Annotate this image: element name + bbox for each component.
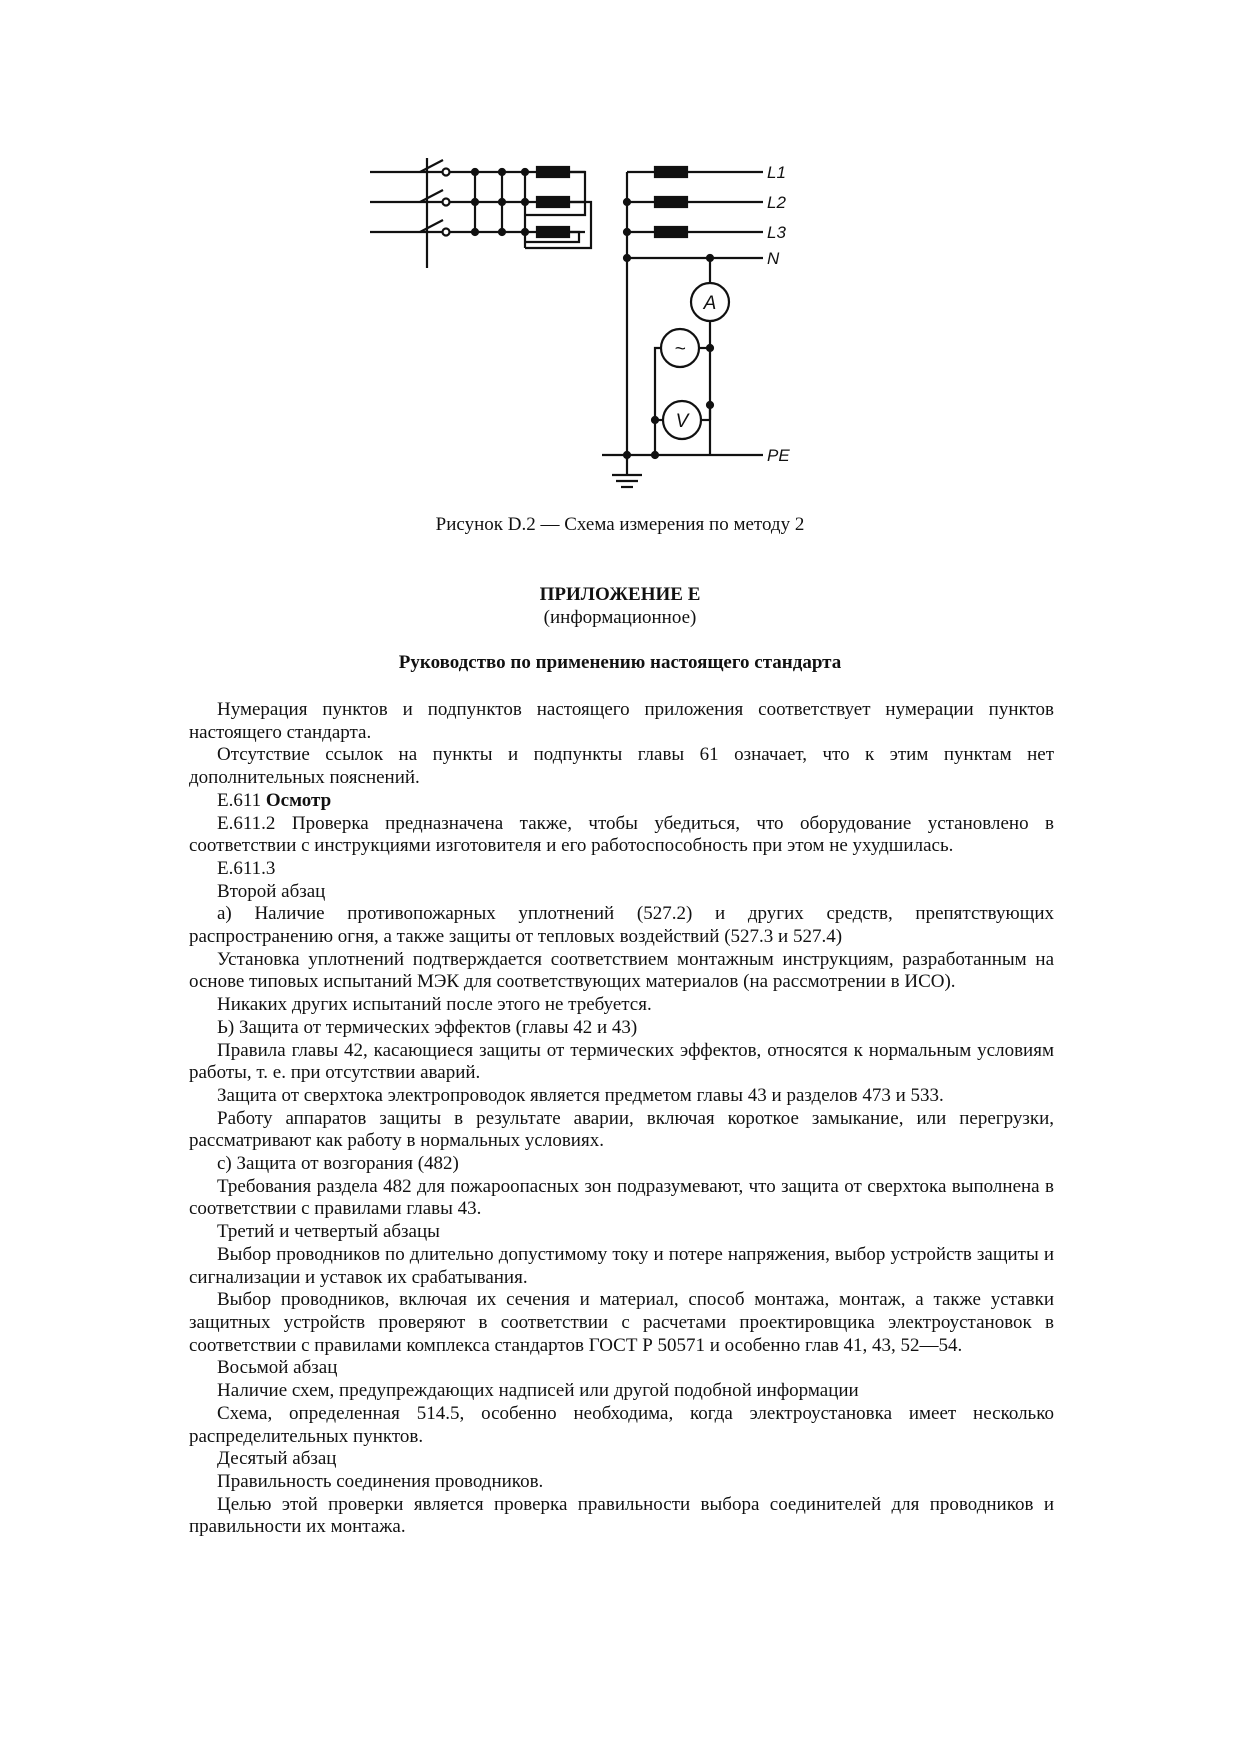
paragraph	[189, 1040, 1054, 1085]
line-resistor-2	[655, 197, 687, 207]
load-resistor-1	[537, 167, 569, 177]
paragraph	[189, 903, 1054, 948]
paragraph-text: а) Наличие противопожарных уплотнений (527.2) и других средств, препятствующих распространению огня, а также защиты от тепловых воздействий (527.3 и 527.4)	[189, 903, 1054, 948]
paragraph	[189, 1403, 1054, 1448]
source-label: ~	[674, 339, 686, 360]
load-resistor-3	[537, 227, 569, 237]
figure-caption: Рисунок D.2 — Схема измерения по методу 2	[435, 514, 805, 535]
paragraph-text: Правильность соединения проводников.	[217, 1470, 544, 1492]
switch-contacts	[420, 158, 450, 268]
paragraph-text: Ь) Защита от термических эффектов (главы 42 и 43)	[217, 1016, 638, 1038]
paragraph-text: Е.611.3	[217, 857, 276, 879]
paragraph	[189, 1221, 1054, 1244]
annex-subtitle: (информационное)	[543, 607, 697, 628]
annex-heading: Руководство по применению настоящего стандарта	[398, 652, 842, 673]
paragraph	[189, 790, 1054, 813]
paragraph	[189, 1244, 1054, 1289]
paragraph-text: Схема, определенная 514.5, особенно необходима, когда электроустановка имеет несколько распределительных пунктов.	[189, 1402, 1054, 1447]
paragraph	[189, 1017, 1054, 1040]
paragraph-text: Десятый абзац	[217, 1448, 337, 1470]
label-l1: L1	[767, 163, 786, 182]
voltmeter-label: V	[675, 411, 689, 432]
paragraph-bold-text: Осмотр	[265, 789, 332, 811]
paragraph	[189, 813, 1054, 858]
paragraph-text: Е.611.2 Проверка предназначена также, чтобы убедиться, что оборудование установлено в соответствии с инструкциями изготовителя и его работоспособность при этом не ухудшилась.	[189, 812, 1054, 857]
paragraph	[189, 1448, 1054, 1471]
paragraph-text: Никаких других испытаний после этого не требуется.	[217, 994, 652, 1016]
paragraph-text: Установка уплотнений подтверждается соответствием монтажным инструкциям, разработанным на основе типовых испытаний МЭК для соответствующих материалов (на рассмотрении в ИСО).	[189, 948, 1054, 993]
paragraph-text: Второй абзац	[217, 880, 326, 902]
paragraph	[189, 858, 1054, 881]
paragraph	[189, 1357, 1054, 1380]
paragraph	[189, 881, 1054, 904]
paragraph	[189, 1380, 1054, 1403]
paragraph-text: Третий и четвертый абзацы	[217, 1221, 440, 1243]
label-pe: PE	[767, 446, 790, 465]
label-n: N	[767, 249, 780, 268]
paragraph	[189, 1108, 1054, 1153]
paragraph	[189, 1494, 1054, 1539]
paragraph	[189, 744, 1054, 789]
load-resistor-2	[537, 197, 569, 207]
paragraph-text: Нумерация пунктов и подпунктов настоящего приложения соответствует нумерации пунктов настоящего стандарта.	[189, 699, 1054, 743]
label-l2: L2	[767, 193, 786, 212]
paragraph-text: Наличие схем, предупреждающих надписей или другой подобной информации	[217, 1380, 859, 1402]
circuit-diagram	[365, 150, 855, 500]
paragraph-text: Е.611	[217, 789, 266, 811]
line-resistor-1	[655, 167, 687, 177]
body-text	[189, 699, 1054, 1539]
paragraph	[189, 1176, 1054, 1221]
paragraph	[189, 994, 1054, 1017]
annex-title: ПРИЛОЖЕНИЕ Е	[539, 584, 701, 605]
paragraph-text: Выбор проводников, включая их сечения и материал, способ монтажа, монтаж, а также уставки защитных устройств проверяют в соответствии с расчетами проектировщика электроустановок в соответствии с правилами комплекса стандартов ГОСТ Р 50571 и особенно глав 41, 43, 52—54.	[189, 1289, 1054, 1356]
paragraph-text: Правила главы 42, касающиеся защиты от термических эффектов, относятся к нормальным условиям работы, т. е. при отсутствии аварий.	[189, 1039, 1054, 1084]
paragraph	[189, 1289, 1054, 1357]
paragraph	[189, 699, 1054, 744]
paragraph-text: Защита от сверхтока электропроводок является предметом главы 43 и разделов 473 и 533.	[217, 1084, 944, 1106]
paragraph	[189, 1471, 1054, 1494]
paragraph-text: Работу аппаратов защиты в результате аварии, включая короткое замыкание, или перегрузки, рассматривают как работу в нормальных условиях.	[189, 1107, 1054, 1152]
paragraph-text: с) Защита от возгорания (482)	[217, 1153, 459, 1175]
paragraph-text: Восьмой абзац	[217, 1357, 338, 1379]
paragraph-text: Отсутствие ссылок на пункты и подпункты главы 61 означает, что к этим пунктам нет дополнительных пояснений.	[189, 744, 1054, 789]
paragraph	[189, 1085, 1054, 1108]
ammeter-label: A	[703, 293, 717, 314]
paragraph-text: Целью этой проверки является проверка правильности выбора соединителей для проводников и правильности их монтажа.	[189, 1493, 1054, 1538]
paragraph	[189, 1153, 1054, 1176]
label-l3: L3	[767, 223, 786, 242]
line-resistor-3	[655, 227, 687, 237]
paragraph	[189, 949, 1054, 994]
paragraph-text: Выбор проводников по длительно допустимому току и потере напряжения, выбор устройств защиты и сигнализации и уставок их срабатывания.	[189, 1243, 1054, 1288]
paragraph-text: Требования раздела 482 для пожароопасных зон подразумевают, что защита от сверхтока выполнена в соответствии с правилами главы 43.	[189, 1175, 1054, 1220]
